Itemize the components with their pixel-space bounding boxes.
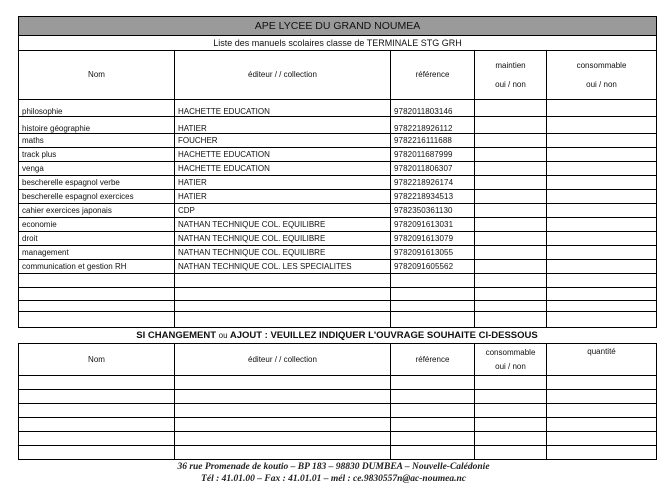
change-cell[interactable] — [391, 390, 475, 404]
change-header-row — [19, 344, 657, 376]
table-row — [19, 204, 657, 218]
change-cell[interactable] — [547, 418, 657, 432]
cell-editeur: HATIER — [175, 190, 391, 204]
header-consommable-sub: oui / non — [586, 79, 617, 89]
cell-nom: maths — [19, 134, 175, 148]
change-row — [19, 432, 657, 446]
cell-reference: 9782350361130 — [391, 204, 475, 218]
table-row — [19, 246, 657, 260]
cell-consommable[interactable] — [547, 218, 657, 232]
cell-reference: 9782011687999 — [391, 148, 475, 162]
cell-reference: 9782218926112 — [391, 117, 475, 134]
cell-consommable[interactable] — [547, 148, 657, 162]
change-cell[interactable] — [175, 404, 391, 418]
cell-maintien[interactable] — [475, 134, 547, 148]
empty-cell[interactable] — [475, 301, 547, 312]
cell-nom: cahier exercices japonais — [19, 204, 175, 218]
cell-editeur: HACHETTE EDUCATION — [175, 162, 391, 176]
empty-row — [19, 312, 657, 328]
empty-cell[interactable] — [547, 301, 657, 312]
change-cell[interactable] — [19, 446, 175, 460]
change-header-consommable — [475, 344, 547, 376]
cell-reference: 9782091605562 — [391, 260, 475, 274]
change-cell[interactable] — [547, 432, 657, 446]
cell-consommable[interactable] — [547, 260, 657, 274]
empty-cell[interactable] — [475, 312, 547, 328]
change-cell[interactable] — [547, 390, 657, 404]
empty-cell[interactable] — [175, 301, 391, 312]
cell-reference: 9782216111688 — [391, 134, 475, 148]
footer-contact: Tél : 41.01.00 – Fax : 41.01.01 – mél : ce.9830557n@ac-noumea.nc — [201, 474, 466, 484]
empty-row — [19, 288, 657, 301]
table-row — [19, 232, 657, 246]
change-row — [19, 418, 657, 432]
table-row — [19, 218, 657, 232]
change-header-consommable-sub: oui / non — [495, 361, 526, 371]
cell-reference: 9782091613055 — [391, 246, 475, 260]
cell-editeur: HACHETTE EDUCATION — [175, 148, 391, 162]
change-cell[interactable] — [475, 432, 547, 446]
empty-cell[interactable] — [547, 288, 657, 301]
change-header-nom: Nom — [19, 344, 175, 376]
change-title-part3: AJOUT : VEUILLEZ INDIQUER L'OUVRAGE SOUHAITE CI-DESSOUS — [227, 330, 538, 341]
cell-nom: philosophie — [19, 100, 175, 117]
table-row — [19, 260, 657, 274]
cell-consommable[interactable] — [547, 246, 657, 260]
cell-consommable[interactable] — [547, 232, 657, 246]
cell-consommable[interactable] — [547, 176, 657, 190]
change-title-part2: ou — [218, 331, 228, 340]
empty-cell[interactable] — [19, 288, 175, 301]
cell-editeur: NATHAN TECHNIQUE COL. EQUILIBRE — [175, 218, 391, 232]
cell-consommable[interactable] — [547, 134, 657, 148]
empty-cell[interactable] — [547, 312, 657, 328]
cell-consommable[interactable] — [547, 100, 657, 117]
table-row — [19, 190, 657, 204]
empty-cell[interactable] — [175, 274, 391, 288]
change-cell[interactable] — [475, 418, 547, 432]
cell-reference: 9782218934513 — [391, 190, 475, 204]
empty-row — [19, 274, 657, 288]
change-cell[interactable] — [391, 446, 475, 460]
cell-nom: venga — [19, 162, 175, 176]
cell-consommable[interactable] — [547, 204, 657, 218]
change-cell[interactable] — [175, 446, 391, 460]
cell-consommable[interactable] — [547, 162, 657, 176]
cell-reference: 9782011806307 — [391, 162, 475, 176]
change-row — [19, 390, 657, 404]
change-header-quantite: quantité — [547, 344, 657, 376]
change-title-part1: SI CHANGEMENT — [136, 330, 219, 341]
change-cell[interactable] — [175, 418, 391, 432]
table-row — [19, 100, 657, 117]
cell-nom: track plus — [19, 148, 175, 162]
change-cell[interactable] — [547, 376, 657, 390]
table-row — [19, 134, 657, 148]
cell-nom: histoire géographie — [19, 117, 175, 134]
document-title: APE LYCEE DU GRAND NOUMEA — [19, 17, 657, 36]
cell-nom: bescherelle espagnol verbe — [19, 176, 175, 190]
cell-reference: 9782218926174 — [391, 176, 475, 190]
cell-editeur: FOUCHER — [175, 134, 391, 148]
change-header-editeur: éditeur / / collection — [175, 344, 391, 376]
change-cell[interactable] — [175, 432, 391, 446]
change-row — [19, 446, 657, 460]
change-cell[interactable] — [391, 432, 475, 446]
cell-editeur: HATIER — [175, 117, 391, 134]
cell-maintien[interactable] — [475, 100, 547, 117]
empty-cell[interactable] — [19, 301, 175, 312]
change-header-consommable-label: consommable — [485, 347, 536, 357]
cell-maintien[interactable] — [475, 190, 547, 204]
change-cell[interactable] — [391, 404, 475, 418]
empty-cell[interactable] — [175, 288, 391, 301]
cell-editeur: NATHAN TECHNIQUE COL. LES SPECIALITES — [175, 260, 391, 274]
empty-cell[interactable] — [19, 274, 175, 288]
empty-cell[interactable] — [547, 274, 657, 288]
cell-maintien[interactable] — [475, 117, 547, 134]
cell-maintien[interactable] — [475, 204, 547, 218]
cell-consommable[interactable] — [547, 190, 657, 204]
cell-reference: 9782011803146 — [391, 100, 475, 117]
empty-cell[interactable] — [475, 274, 547, 288]
cell-nom: management — [19, 246, 175, 260]
empty-cell[interactable] — [175, 312, 391, 328]
empty-cell[interactable] — [19, 312, 175, 328]
cell-nom: communication et gestion RH — [19, 260, 175, 274]
change-cell[interactable] — [391, 418, 475, 432]
cell-editeur: HACHETTE EDUCATION — [175, 100, 391, 117]
header-consommable — [547, 51, 657, 100]
cell-maintien[interactable] — [475, 260, 547, 274]
change-cell[interactable] — [547, 446, 657, 460]
change-cell[interactable] — [475, 376, 547, 390]
empty-cell[interactable] — [391, 301, 475, 312]
change-cell[interactable] — [475, 446, 547, 460]
table-row — [19, 176, 657, 190]
cell-editeur: NATHAN TECHNIQUE COL. EQUILIBRE — [175, 246, 391, 260]
cell-editeur: NATHAN TECHNIQUE COL. EQUILIBRE — [175, 232, 391, 246]
document-subtitle: Liste des manuels scolaires classe de TERMINALE STG GRH — [19, 36, 657, 51]
change-cell[interactable] — [175, 390, 391, 404]
empty-row — [19, 301, 657, 312]
cell-reference: 9782091613079 — [391, 232, 475, 246]
footer — [0, 461, 667, 485]
change-cell[interactable] — [175, 376, 391, 390]
change-cell[interactable] — [475, 404, 547, 418]
header-nom: Nom — [19, 51, 175, 100]
cell-maintien[interactable] — [475, 148, 547, 162]
header-reference: référence — [391, 51, 475, 100]
book-list-body — [19, 100, 657, 328]
table-row — [19, 162, 657, 176]
change-cell[interactable] — [19, 432, 175, 446]
change-section-title — [18, 330, 656, 341]
cell-reference: 9782091613031 — [391, 218, 475, 232]
cell-consommable[interactable] — [547, 117, 657, 134]
header-maintien-label: maintien — [495, 60, 526, 70]
cell-maintien[interactable] — [475, 232, 547, 246]
cell-nom: bescherelle espagnol exercices — [19, 190, 175, 204]
cell-editeur: HATIER — [175, 176, 391, 190]
cell-nom: droit — [19, 232, 175, 246]
change-cell[interactable] — [19, 376, 175, 390]
change-cell[interactable] — [475, 390, 547, 404]
footer-address: 36 rue Promenade de koutio – BP 183 – 98830 DUMBEA – Nouvelle-Calédonie — [177, 462, 490, 472]
title-row — [19, 17, 657, 36]
empty-cell[interactable] — [391, 312, 475, 328]
change-cell[interactable] — [19, 390, 175, 404]
empty-cell[interactable] — [475, 288, 547, 301]
header-editeur: éditeur / / collection — [175, 51, 391, 100]
subtitle-row — [19, 36, 657, 51]
change-cell[interactable] — [391, 376, 475, 390]
cell-maintien[interactable] — [475, 176, 547, 190]
cell-maintien[interactable] — [475, 218, 547, 232]
cell-editeur: CDP — [175, 204, 391, 218]
header-row — [19, 51, 657, 100]
table-row — [19, 148, 657, 162]
book-list-table — [18, 16, 657, 328]
change-row — [19, 376, 657, 390]
change-row — [19, 404, 657, 418]
header-maintien-sub: oui / non — [495, 79, 526, 89]
change-request-body — [19, 376, 657, 460]
header-maintien — [475, 51, 547, 100]
table-row — [19, 117, 657, 134]
change-header-reference: référence — [391, 344, 475, 376]
cell-maintien[interactable] — [475, 246, 547, 260]
change-cell[interactable] — [19, 404, 175, 418]
empty-cell[interactable] — [391, 274, 475, 288]
cell-maintien[interactable] — [475, 162, 547, 176]
cell-nom: economie — [19, 218, 175, 232]
change-request-table — [18, 343, 657, 460]
change-cell[interactable] — [19, 418, 175, 432]
empty-cell[interactable] — [391, 288, 475, 301]
header-consommable-label: consommable — [576, 60, 627, 70]
change-cell[interactable] — [547, 404, 657, 418]
